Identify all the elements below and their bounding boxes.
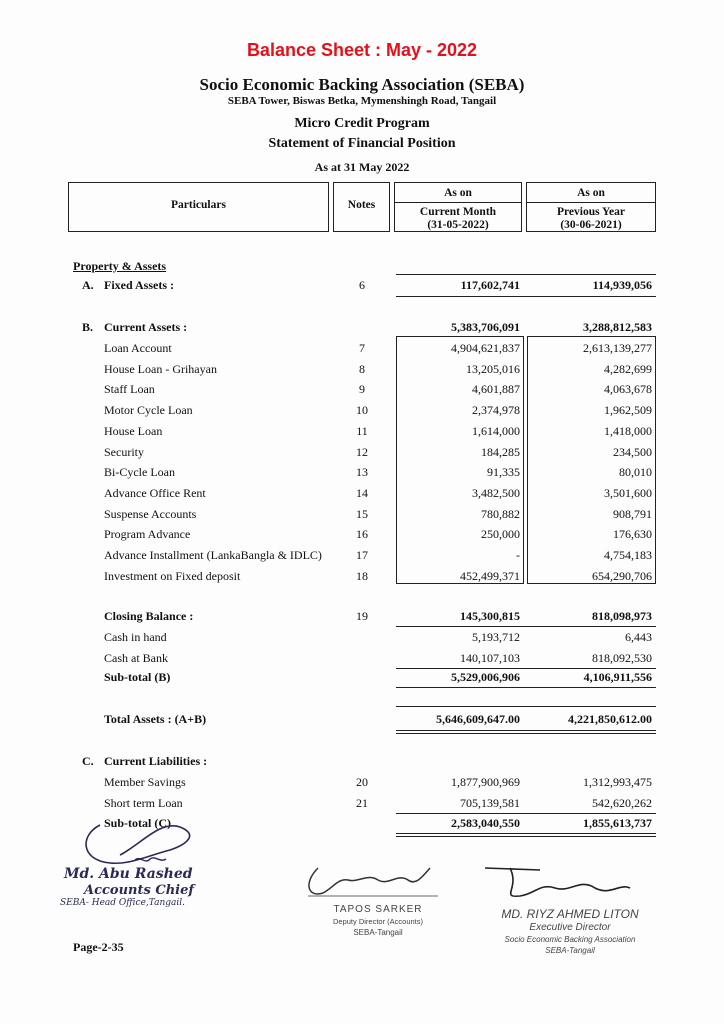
middle-signatory-title: Deputy Director (Accounts) — [332, 917, 424, 926]
current-asset-previous-value: 908,791 — [613, 506, 652, 521]
current-asset-previous-value: 1,418,000 — [604, 423, 652, 438]
current-asset-note: 17 — [356, 548, 368, 562]
current-asset-label: House Loan - Grihayan — [104, 361, 217, 376]
current-asset-note: 10 — [356, 403, 368, 418]
notes-header: Notes — [347, 199, 376, 211]
current-header-line2: Current Month — [419, 206, 497, 218]
subtotal-c-row: Sub-total (C) 2,583,040,550 1,855,613,737 — [104, 816, 652, 830]
current-asset-previous-value: 2,613,139,277 — [583, 341, 652, 355]
cash-in-hand-row: Cash in hand 5,193,712 6,443 — [104, 630, 652, 644]
current-asset-current-value: 4,601,887 — [472, 382, 520, 397]
current-asset-current-value: 2,374,978 — [472, 403, 520, 418]
current-asset-note: 8 — [359, 361, 365, 376]
page-number: Page-2-35 — [73, 940, 124, 954]
current-asset-label: House Loan — [104, 423, 163, 438]
statement-date: As at 31 May 2022 — [314, 160, 410, 174]
current-asset-item-row — [0, 486, 724, 504]
current-asset-previous-value: 4,282,699 — [604, 361, 652, 376]
right-signatory-office2: SEBA-Tangail — [545, 946, 595, 955]
organization-address: SEBA Tower, Biswas Betka, Mymenshingh Road, Tangail — [227, 95, 497, 107]
right-signature-scribble — [480, 858, 660, 908]
organization-name: Socio Economic Backing Association (SEBA) — [199, 75, 525, 94]
current-asset-current-value: 452,499,371 — [460, 568, 520, 583]
current-asset-current-value: 13,205,016 — [466, 361, 520, 376]
current-asset-item-row — [0, 424, 724, 442]
current-asset-label: Advance Office Rent — [104, 485, 206, 500]
right-signatory-office: Socio Economic Backing Association — [504, 935, 636, 944]
current-asset-current-value: 780,882 — [481, 506, 520, 521]
document-banner: Balance Sheet : May - 2022 — [246, 40, 478, 60]
subtotal-b-row: Sub-total (B) 5,529,006,906 4,106,911,556 — [104, 670, 652, 684]
left-signatory-name: Md. Abu Rashed — [64, 866, 193, 882]
left-signatory-office: SEBA- Head Office,Tangail. — [60, 898, 185, 908]
current-asset-current-value: 184,285 — [481, 444, 520, 459]
section-title: Property & Assets — [73, 259, 167, 273]
current-asset-label: Staff Loan — [104, 382, 155, 397]
current-asset-current-value: 91,335 — [487, 465, 520, 480]
current-asset-note: 18 — [356, 568, 368, 583]
current-asset-label: Program Advance — [104, 527, 191, 542]
current-assets-row: B. Current Assets : 5,383,706,091 3,288,812,583 — [82, 320, 652, 334]
current-asset-item-row — [0, 548, 724, 566]
current-asset-previous-value: 176,630 — [613, 527, 652, 542]
short-term-loan-row: Short term Loan 21 705,139,581 542,620,262 — [104, 796, 652, 810]
current-asset-previous-value: 4,063,678 — [604, 382, 652, 397]
current-asset-note: 12 — [356, 444, 368, 459]
current-asset-current-value: 250,000 — [481, 527, 520, 542]
middle-signatory-office: SEBA-Tangail — [353, 928, 403, 937]
current-header-line1: As on — [444, 187, 472, 199]
current-asset-previous-value: 3,501,600 — [604, 485, 652, 500]
current-asset-item-row — [0, 527, 724, 545]
current-asset-item-row — [0, 507, 724, 525]
current-asset-previous-value: 234,500 — [613, 444, 652, 459]
current-asset-label: Advance Installment (LankaBangla & IDLC) — [104, 548, 322, 562]
current-asset-current-value: 3,482,500 — [472, 485, 520, 500]
previous-header-line2: Previous Year — [556, 206, 626, 218]
current-asset-current-value: - — [516, 548, 520, 562]
current-liabilities-row: C. Current Liabilities : — [82, 754, 208, 768]
cash-at-bank-row: Cash at Bank 140,107,103 818,092,530 — [104, 651, 652, 665]
current-asset-current-value: 4,904,621,837 — [451, 341, 520, 355]
current-asset-previous-value: 1,962,509 — [604, 403, 652, 418]
previous-header-line3: (30-06-2021) — [560, 219, 622, 231]
current-asset-current-value: 1,614,000 — [472, 423, 520, 438]
particulars-header: Particulars — [171, 199, 226, 211]
current-asset-item-row — [0, 569, 724, 587]
closing-balance-row: Closing Balance : 19 145,300,815 818,098,973 — [104, 609, 652, 623]
current-asset-note: 15 — [356, 506, 368, 521]
current-header-line3: (31-05-2022) — [427, 219, 489, 231]
statement-title: Statement of Financial Position — [268, 136, 456, 151]
current-asset-item-row — [0, 362, 724, 380]
current-asset-previous-value: 80,010 — [619, 465, 652, 480]
current-asset-label: Investment on Fixed deposit — [104, 568, 241, 583]
current-asset-item-row — [0, 403, 724, 421]
current-asset-note: 7 — [359, 341, 365, 355]
right-signatory-title: Executive Director — [529, 922, 611, 933]
current-asset-item-row — [0, 445, 724, 463]
current-asset-note: 16 — [356, 527, 368, 542]
left-signatory-title: Accounts Chief — [84, 883, 194, 898]
current-asset-item-row — [0, 341, 724, 359]
current-asset-note: 13 — [356, 465, 368, 480]
current-asset-note: 9 — [359, 382, 365, 397]
previous-header-line1: As on — [577, 187, 605, 199]
program-title: Micro Credit Program — [294, 116, 430, 131]
member-savings-row: Member Savings 20 1,877,900,969 1,312,993,475 — [104, 775, 652, 789]
current-asset-item-row — [0, 465, 724, 483]
current-asset-previous-value: 654,290,706 — [592, 568, 652, 583]
current-asset-label: Motor Cycle Loan — [104, 403, 193, 418]
current-asset-label: Loan Account — [104, 341, 172, 355]
total-assets-row: Total Assets : (A+B) 5,646,609,647.00 4,221,850,612.00 — [104, 712, 652, 726]
current-asset-label: Bi-Cycle Loan — [104, 465, 175, 480]
fixed-assets-row: A. Fixed Assets : 6 117,602,741 114,939,056 — [82, 278, 652, 292]
current-asset-previous-value: 4,754,183 — [604, 548, 652, 562]
middle-signature-scribble — [298, 858, 448, 903]
current-asset-note: 14 — [356, 485, 368, 500]
middle-signatory-name: TAPOS SARKER — [333, 904, 423, 915]
current-asset-label: Security — [104, 444, 144, 459]
right-signatory-name: MD. RIYZ AHMED LITON — [501, 907, 639, 921]
current-asset-note: 11 — [356, 423, 368, 438]
current-asset-item-row — [0, 382, 724, 400]
current-asset-label: Suspense Accounts — [104, 506, 197, 521]
